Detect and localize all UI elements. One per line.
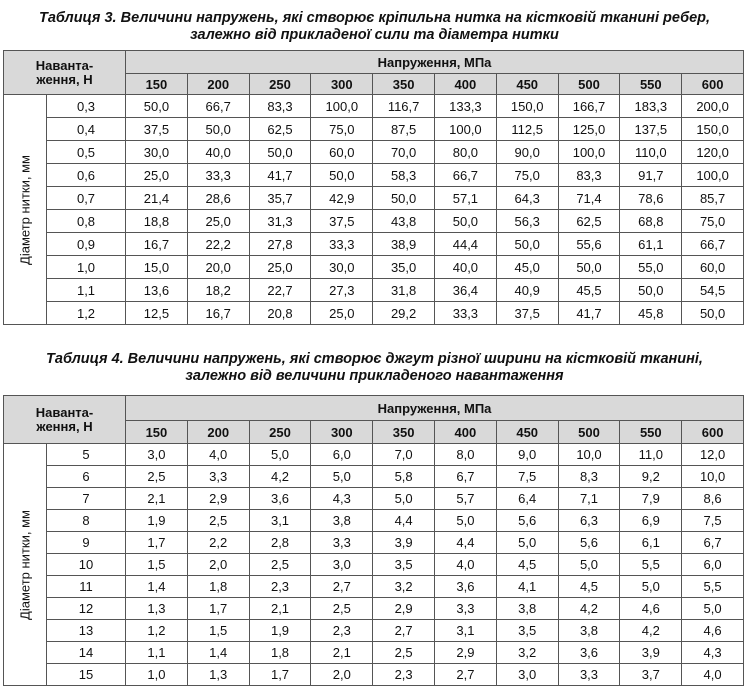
table4-cell: 6,7 bbox=[435, 466, 497, 488]
table3-cell: 27,3 bbox=[311, 279, 373, 302]
table4-cell: 5,0 bbox=[496, 532, 558, 554]
table3-cell: 85,7 bbox=[682, 187, 744, 210]
table3-cell: 112,5 bbox=[496, 118, 558, 141]
table4-cell: 3,3 bbox=[311, 532, 373, 554]
table4-cell: 3,2 bbox=[496, 642, 558, 664]
table3-cell: 25,0 bbox=[187, 210, 249, 233]
table4-cell: 7,5 bbox=[682, 510, 744, 532]
table3-column-header: 600 bbox=[682, 74, 744, 95]
table4-caption-line2: залежно від величини прикладеного навантаження bbox=[185, 368, 564, 384]
table4-cell: 5,5 bbox=[682, 576, 744, 598]
table3-cell: 31,8 bbox=[373, 279, 435, 302]
table3-cell: 50,0 bbox=[620, 279, 682, 302]
table4-cell: 1,9 bbox=[249, 620, 311, 642]
table4-cell: 1,2 bbox=[126, 620, 188, 642]
table3-row-label: 0,4 bbox=[47, 118, 126, 141]
table3-row bbox=[4, 187, 744, 210]
table4-cell: 3,9 bbox=[620, 642, 682, 664]
table3-cell: 21,4 bbox=[126, 187, 188, 210]
table3-cell: 54,5 bbox=[682, 279, 744, 302]
table3-cell: 18,2 bbox=[187, 279, 249, 302]
table4-cell: 4,0 bbox=[187, 444, 249, 466]
table3-cell: 61,1 bbox=[620, 233, 682, 256]
table4-row-label: 9 bbox=[47, 532, 126, 554]
table3-cell: 33,3 bbox=[435, 302, 497, 325]
table4-cell: 2,7 bbox=[373, 620, 435, 642]
table4-cell: 5,6 bbox=[558, 532, 620, 554]
table3-cell: 22,2 bbox=[187, 233, 249, 256]
table4-cell: 2,7 bbox=[311, 576, 373, 598]
table3-cell: 20,0 bbox=[187, 256, 249, 279]
table3-cell: 78,6 bbox=[620, 187, 682, 210]
table3-row-label: 1,1 bbox=[47, 279, 126, 302]
table3-column-header: 500 bbox=[558, 74, 620, 95]
table3-cell: 62,5 bbox=[558, 210, 620, 233]
table3-cell: 75,0 bbox=[682, 210, 744, 233]
table4-cell: 3,6 bbox=[558, 642, 620, 664]
table4-cell: 3,8 bbox=[496, 598, 558, 620]
table3 bbox=[3, 50, 744, 325]
table4-cell: 2,3 bbox=[249, 576, 311, 598]
table3-cell: 55,0 bbox=[620, 256, 682, 279]
table3-cell: 90,0 bbox=[496, 141, 558, 164]
table4-caption-line1: Таблиця 4. Величини напружень, які створює джгут різної ширини на кістковій тканині, bbox=[46, 351, 703, 367]
table3-row-label: 1,0 bbox=[47, 256, 126, 279]
table4-cell: 2,1 bbox=[311, 642, 373, 664]
table4-cell: 5,0 bbox=[558, 554, 620, 576]
table4-cell: 6,9 bbox=[620, 510, 682, 532]
table4-cell: 4,4 bbox=[435, 532, 497, 554]
table4-cell: 2,5 bbox=[311, 598, 373, 620]
table3-row-label: 0,7 bbox=[47, 187, 126, 210]
table4-cell: 1,7 bbox=[187, 598, 249, 620]
table4-cell: 3,8 bbox=[558, 620, 620, 642]
table4-cell: 9,2 bbox=[620, 466, 682, 488]
table3-column-header: 400 bbox=[435, 74, 497, 95]
table3-cell: 37,5 bbox=[311, 210, 373, 233]
table3-cell: 20,8 bbox=[249, 302, 311, 325]
table4-row bbox=[4, 532, 744, 554]
table4-row bbox=[4, 620, 744, 642]
table3-row-label: 0,3 bbox=[47, 95, 126, 118]
table4-side-header bbox=[4, 444, 47, 686]
table4-cell: 1,5 bbox=[187, 620, 249, 642]
table3-cell: 38,9 bbox=[373, 233, 435, 256]
table4-column-header: 400 bbox=[435, 421, 497, 444]
table4-cell: 2,0 bbox=[311, 664, 373, 686]
table3-cell: 40,0 bbox=[187, 141, 249, 164]
table4-row bbox=[4, 510, 744, 532]
table4-row bbox=[4, 576, 744, 598]
table3-caption-line2: залежно від прикладеної сили та діаметра нитки bbox=[190, 27, 559, 43]
table3-cell: 87,5 bbox=[373, 118, 435, 141]
table4-cell: 3,8 bbox=[311, 510, 373, 532]
table3-cell: 100,0 bbox=[311, 95, 373, 118]
table3-column-header: 200 bbox=[187, 74, 249, 95]
table3-cell: 64,3 bbox=[496, 187, 558, 210]
table3-cell: 57,1 bbox=[435, 187, 497, 210]
table4-row bbox=[4, 598, 744, 620]
table4-cell: 4,5 bbox=[558, 576, 620, 598]
table3-cell: 50,0 bbox=[435, 210, 497, 233]
table4-cell: 3,7 bbox=[620, 664, 682, 686]
table3-cell: 18,8 bbox=[126, 210, 188, 233]
table3-caption-line1: Таблиця 3. Величини напружень, які створює кріпильна нитка на кістковій тканині ребер, bbox=[38, 10, 711, 26]
table3-cell: 133,3 bbox=[435, 95, 497, 118]
table3-cell: 35,0 bbox=[373, 256, 435, 279]
table4-row-label: 7 bbox=[47, 488, 126, 510]
table4-cell: 5,8 bbox=[373, 466, 435, 488]
table4-cell: 6,3 bbox=[558, 510, 620, 532]
table3-cell: 25,0 bbox=[249, 256, 311, 279]
table4-cell: 6,0 bbox=[682, 554, 744, 576]
table3-cell: 110,0 bbox=[620, 141, 682, 164]
table4-cell: 8,0 bbox=[435, 444, 497, 466]
table4-row-label: 15 bbox=[47, 664, 126, 686]
table3-cell: 68,8 bbox=[620, 210, 682, 233]
table3-cell: 80,0 bbox=[435, 141, 497, 164]
table4-cell: 1,4 bbox=[126, 576, 188, 598]
table4-cell: 4,2 bbox=[249, 466, 311, 488]
table4-cell: 2,5 bbox=[126, 466, 188, 488]
table4-row-label: 13 bbox=[47, 620, 126, 642]
table4-cell: 8,6 bbox=[682, 488, 744, 510]
table3-row-label: 0,6 bbox=[47, 164, 126, 187]
table3-column-header: 350 bbox=[373, 74, 435, 95]
table4-cell: 3,5 bbox=[373, 554, 435, 576]
table4-column-header: 450 bbox=[496, 421, 558, 444]
table3-cell: 83,3 bbox=[558, 164, 620, 187]
table4-cell: 3,6 bbox=[435, 576, 497, 598]
table4-cell: 2,2 bbox=[187, 532, 249, 554]
table3-column-header: 300 bbox=[311, 74, 373, 95]
table3-cell: 100,0 bbox=[435, 118, 497, 141]
table4-cell: 3,3 bbox=[435, 598, 497, 620]
table4-cell: 10,0 bbox=[558, 444, 620, 466]
table4-cell: 4,2 bbox=[620, 620, 682, 642]
table4-stress-header: Напруження, МПа bbox=[126, 396, 744, 421]
table3-cell: 27,8 bbox=[249, 233, 311, 256]
table4-cell: 7,1 bbox=[558, 488, 620, 510]
table3-stress-header: Напруження, МПа bbox=[126, 51, 744, 74]
table3-cell: 60,0 bbox=[682, 256, 744, 279]
table4-row bbox=[4, 554, 744, 576]
table4-cell: 6,4 bbox=[496, 488, 558, 510]
table3-row bbox=[4, 302, 744, 325]
table3-row bbox=[4, 233, 744, 256]
table4-cell: 2,9 bbox=[187, 488, 249, 510]
table3-cell: 55,6 bbox=[558, 233, 620, 256]
table4-corner-line2: ження, Н bbox=[36, 418, 93, 434]
table4-cell: 3,2 bbox=[373, 576, 435, 598]
table3-cell: 40,9 bbox=[496, 279, 558, 302]
table3-cell: 50,0 bbox=[558, 256, 620, 279]
table4-cell: 6,1 bbox=[620, 532, 682, 554]
table3-side-label: Діаметр нитки, мм bbox=[17, 154, 33, 265]
table4-cell: 1,3 bbox=[187, 664, 249, 686]
table4-cell: 3,3 bbox=[187, 466, 249, 488]
table4-cell: 4,0 bbox=[435, 554, 497, 576]
table3-row-label: 0,5 bbox=[47, 141, 126, 164]
table3-cell: 71,4 bbox=[558, 187, 620, 210]
table4-column-header: 350 bbox=[373, 421, 435, 444]
table4-row-label: 14 bbox=[47, 642, 126, 664]
table3-cell: 33,3 bbox=[311, 233, 373, 256]
table3-cell: 41,7 bbox=[249, 164, 311, 187]
table4-cell: 5,0 bbox=[373, 488, 435, 510]
table3-cell: 75,0 bbox=[496, 164, 558, 187]
table4-caption bbox=[0, 351, 749, 385]
table4-column-header: 300 bbox=[311, 421, 373, 444]
table4-cell: 2,1 bbox=[249, 598, 311, 620]
table4-cell: 10,0 bbox=[682, 466, 744, 488]
table4-cell: 3,6 bbox=[249, 488, 311, 510]
table3-cell: 36,4 bbox=[435, 279, 497, 302]
table3-cell: 30,0 bbox=[126, 141, 188, 164]
table4-row bbox=[4, 488, 744, 510]
table3-row bbox=[4, 141, 744, 164]
table3-cell: 28,6 bbox=[187, 187, 249, 210]
table3-cell: 50,0 bbox=[311, 164, 373, 187]
table3-cell: 35,7 bbox=[249, 187, 311, 210]
table4-corner-header bbox=[4, 396, 126, 444]
table4-cell: 7,9 bbox=[620, 488, 682, 510]
table4-cell: 2,3 bbox=[311, 620, 373, 642]
table3-cell: 116,7 bbox=[373, 95, 435, 118]
table4-cell: 7,0 bbox=[373, 444, 435, 466]
table3-cell: 70,0 bbox=[373, 141, 435, 164]
table3-cell: 91,7 bbox=[620, 164, 682, 187]
table4-cell: 4,3 bbox=[311, 488, 373, 510]
table4-cell: 2,0 bbox=[187, 554, 249, 576]
table4-cell: 4,5 bbox=[496, 554, 558, 576]
table4-cell: 1,7 bbox=[126, 532, 188, 554]
table4-cell: 4,1 bbox=[496, 576, 558, 598]
table4-cell: 3,0 bbox=[311, 554, 373, 576]
table4-cell: 4,6 bbox=[682, 620, 744, 642]
table4-cell: 6,7 bbox=[682, 532, 744, 554]
table4-cell: 3,0 bbox=[496, 664, 558, 686]
table3-cell: 41,7 bbox=[558, 302, 620, 325]
table3-row-label: 1,2 bbox=[47, 302, 126, 325]
table3-row bbox=[4, 210, 744, 233]
table3-cell: 83,3 bbox=[249, 95, 311, 118]
table3-row bbox=[4, 164, 744, 187]
table3-cell: 56,3 bbox=[496, 210, 558, 233]
table4-column-header: 550 bbox=[620, 421, 682, 444]
table3-column-header: 250 bbox=[249, 74, 311, 95]
table4-cell: 8,3 bbox=[558, 466, 620, 488]
table3-cell: 40,0 bbox=[435, 256, 497, 279]
table3-cell: 37,5 bbox=[496, 302, 558, 325]
table3-cell: 50,0 bbox=[682, 302, 744, 325]
table3-cell: 16,7 bbox=[187, 302, 249, 325]
table3-cell: 100,0 bbox=[682, 164, 744, 187]
table4-cell: 3,5 bbox=[496, 620, 558, 642]
table4-cell: 4,0 bbox=[682, 664, 744, 686]
table4-cell: 3,3 bbox=[558, 664, 620, 686]
table3-cell: 45,0 bbox=[496, 256, 558, 279]
table4-cell: 5,0 bbox=[249, 444, 311, 466]
table4-cell: 1,5 bbox=[126, 554, 188, 576]
table4-cell: 2,9 bbox=[435, 642, 497, 664]
table4-cell: 5,0 bbox=[620, 576, 682, 598]
table3-cell: 25,0 bbox=[126, 164, 188, 187]
table3-column-header: 550 bbox=[620, 74, 682, 95]
table3-cell: 43,8 bbox=[373, 210, 435, 233]
table4-cell: 2,3 bbox=[373, 664, 435, 686]
table3-corner-line2: ження, Н bbox=[36, 71, 93, 87]
table3-row-label: 0,9 bbox=[47, 233, 126, 256]
table4-cell: 1,1 bbox=[126, 642, 188, 664]
table4-column-header: 250 bbox=[249, 421, 311, 444]
table4-cell: 5,0 bbox=[682, 598, 744, 620]
table3-cell: 100,0 bbox=[558, 141, 620, 164]
table4-cell: 1,8 bbox=[249, 642, 311, 664]
table4-row-label: 6 bbox=[47, 466, 126, 488]
table4-cell: 2,5 bbox=[373, 642, 435, 664]
table3-cell: 75,0 bbox=[311, 118, 373, 141]
table3-cell: 50,0 bbox=[496, 233, 558, 256]
table3-cell: 33,3 bbox=[187, 164, 249, 187]
table4-corner-line1: Наванта- bbox=[35, 404, 94, 420]
table4-row-label: 12 bbox=[47, 598, 126, 620]
table3-cell: 12,5 bbox=[126, 302, 188, 325]
table3-caption bbox=[0, 10, 749, 44]
table3-cell: 44,4 bbox=[435, 233, 497, 256]
table3-cell: 183,3 bbox=[620, 95, 682, 118]
table3-column-header: 450 bbox=[496, 74, 558, 95]
table4-cell: 1,4 bbox=[187, 642, 249, 664]
table4-cell: 2,9 bbox=[373, 598, 435, 620]
table4-cell: 11,0 bbox=[620, 444, 682, 466]
table3-cell: 15,0 bbox=[126, 256, 188, 279]
table3-cell: 66,7 bbox=[682, 233, 744, 256]
table3-cell: 50,0 bbox=[126, 95, 188, 118]
table4-cell: 5,7 bbox=[435, 488, 497, 510]
table3-cell: 120,0 bbox=[682, 141, 744, 164]
table3-corner-line1: Наванта- bbox=[35, 57, 94, 73]
table4-cell: 7,5 bbox=[496, 466, 558, 488]
table4-cell: 1,0 bbox=[126, 664, 188, 686]
table3-cell: 58,3 bbox=[373, 164, 435, 187]
table4-cell: 4,6 bbox=[620, 598, 682, 620]
table4-cell: 2,5 bbox=[187, 510, 249, 532]
table3-cell: 25,0 bbox=[311, 302, 373, 325]
table4-cell: 3,1 bbox=[435, 620, 497, 642]
table4-row-label: 8 bbox=[47, 510, 126, 532]
table4-cell: 3,0 bbox=[126, 444, 188, 466]
table4-row bbox=[4, 466, 744, 488]
table3-side-header bbox=[4, 95, 47, 325]
table4-cell: 1,7 bbox=[249, 664, 311, 686]
table4-cell: 4,3 bbox=[682, 642, 744, 664]
table3-cell: 16,7 bbox=[126, 233, 188, 256]
table4-cell: 3,1 bbox=[249, 510, 311, 532]
table4-cell: 2,7 bbox=[435, 664, 497, 686]
table4-cell: 5,0 bbox=[435, 510, 497, 532]
table4-cell: 5,6 bbox=[496, 510, 558, 532]
table3-cell: 166,7 bbox=[558, 95, 620, 118]
table4-row bbox=[4, 664, 744, 686]
table3-cell: 37,5 bbox=[126, 118, 188, 141]
table3-cell: 200,0 bbox=[682, 95, 744, 118]
table4-cell: 12,0 bbox=[682, 444, 744, 466]
table4-column-header: 150 bbox=[126, 421, 188, 444]
table4-cell: 9,0 bbox=[496, 444, 558, 466]
table4-cell: 2,8 bbox=[249, 532, 311, 554]
table4-row-label: 10 bbox=[47, 554, 126, 576]
table3-cell: 29,2 bbox=[373, 302, 435, 325]
table4-side-label: Діаметр нитки, мм bbox=[17, 509, 33, 620]
table3-cell: 22,7 bbox=[249, 279, 311, 302]
table4-cell: 4,4 bbox=[373, 510, 435, 532]
table3-cell: 13,6 bbox=[126, 279, 188, 302]
table4-row-label: 11 bbox=[47, 576, 126, 598]
table3-cell: 42,9 bbox=[311, 187, 373, 210]
table4-row bbox=[4, 444, 744, 466]
table4-cell: 1,8 bbox=[187, 576, 249, 598]
table3-row bbox=[4, 256, 744, 279]
table4-column-header: 500 bbox=[558, 421, 620, 444]
table3-row bbox=[4, 279, 744, 302]
table3-row bbox=[4, 118, 744, 141]
table3-cell: 50,0 bbox=[249, 141, 311, 164]
table3-cell: 150,0 bbox=[682, 118, 744, 141]
table3-cell: 50,0 bbox=[373, 187, 435, 210]
table4 bbox=[3, 395, 744, 686]
table3-column-header: 150 bbox=[126, 74, 188, 95]
table4-cell: 6,0 bbox=[311, 444, 373, 466]
table4-column-header: 200 bbox=[187, 421, 249, 444]
table3-cell: 150,0 bbox=[496, 95, 558, 118]
table4-cell: 2,5 bbox=[249, 554, 311, 576]
table4-cell: 1,9 bbox=[126, 510, 188, 532]
table4-cell: 4,2 bbox=[558, 598, 620, 620]
table3-corner-header bbox=[4, 51, 126, 95]
table4-row bbox=[4, 642, 744, 664]
table4-cell: 1,3 bbox=[126, 598, 188, 620]
table3-row-label: 0,8 bbox=[47, 210, 126, 233]
table3-cell: 45,8 bbox=[620, 302, 682, 325]
table3-row bbox=[4, 95, 744, 118]
table3-cell: 66,7 bbox=[187, 95, 249, 118]
table4-column-header: 600 bbox=[682, 421, 744, 444]
table3-cell: 125,0 bbox=[558, 118, 620, 141]
table4-cell: 2,1 bbox=[126, 488, 188, 510]
table3-cell: 66,7 bbox=[435, 164, 497, 187]
table3-cell: 50,0 bbox=[187, 118, 249, 141]
table3-cell: 31,3 bbox=[249, 210, 311, 233]
table4-row-label: 5 bbox=[47, 444, 126, 466]
table3-cell: 60,0 bbox=[311, 141, 373, 164]
table4-cell: 5,0 bbox=[311, 466, 373, 488]
table3-cell: 62,5 bbox=[249, 118, 311, 141]
table3-cell: 45,5 bbox=[558, 279, 620, 302]
table4-cell: 5,5 bbox=[620, 554, 682, 576]
table3-cell: 30,0 bbox=[311, 256, 373, 279]
table3-cell: 137,5 bbox=[620, 118, 682, 141]
table4-cell: 3,9 bbox=[373, 532, 435, 554]
